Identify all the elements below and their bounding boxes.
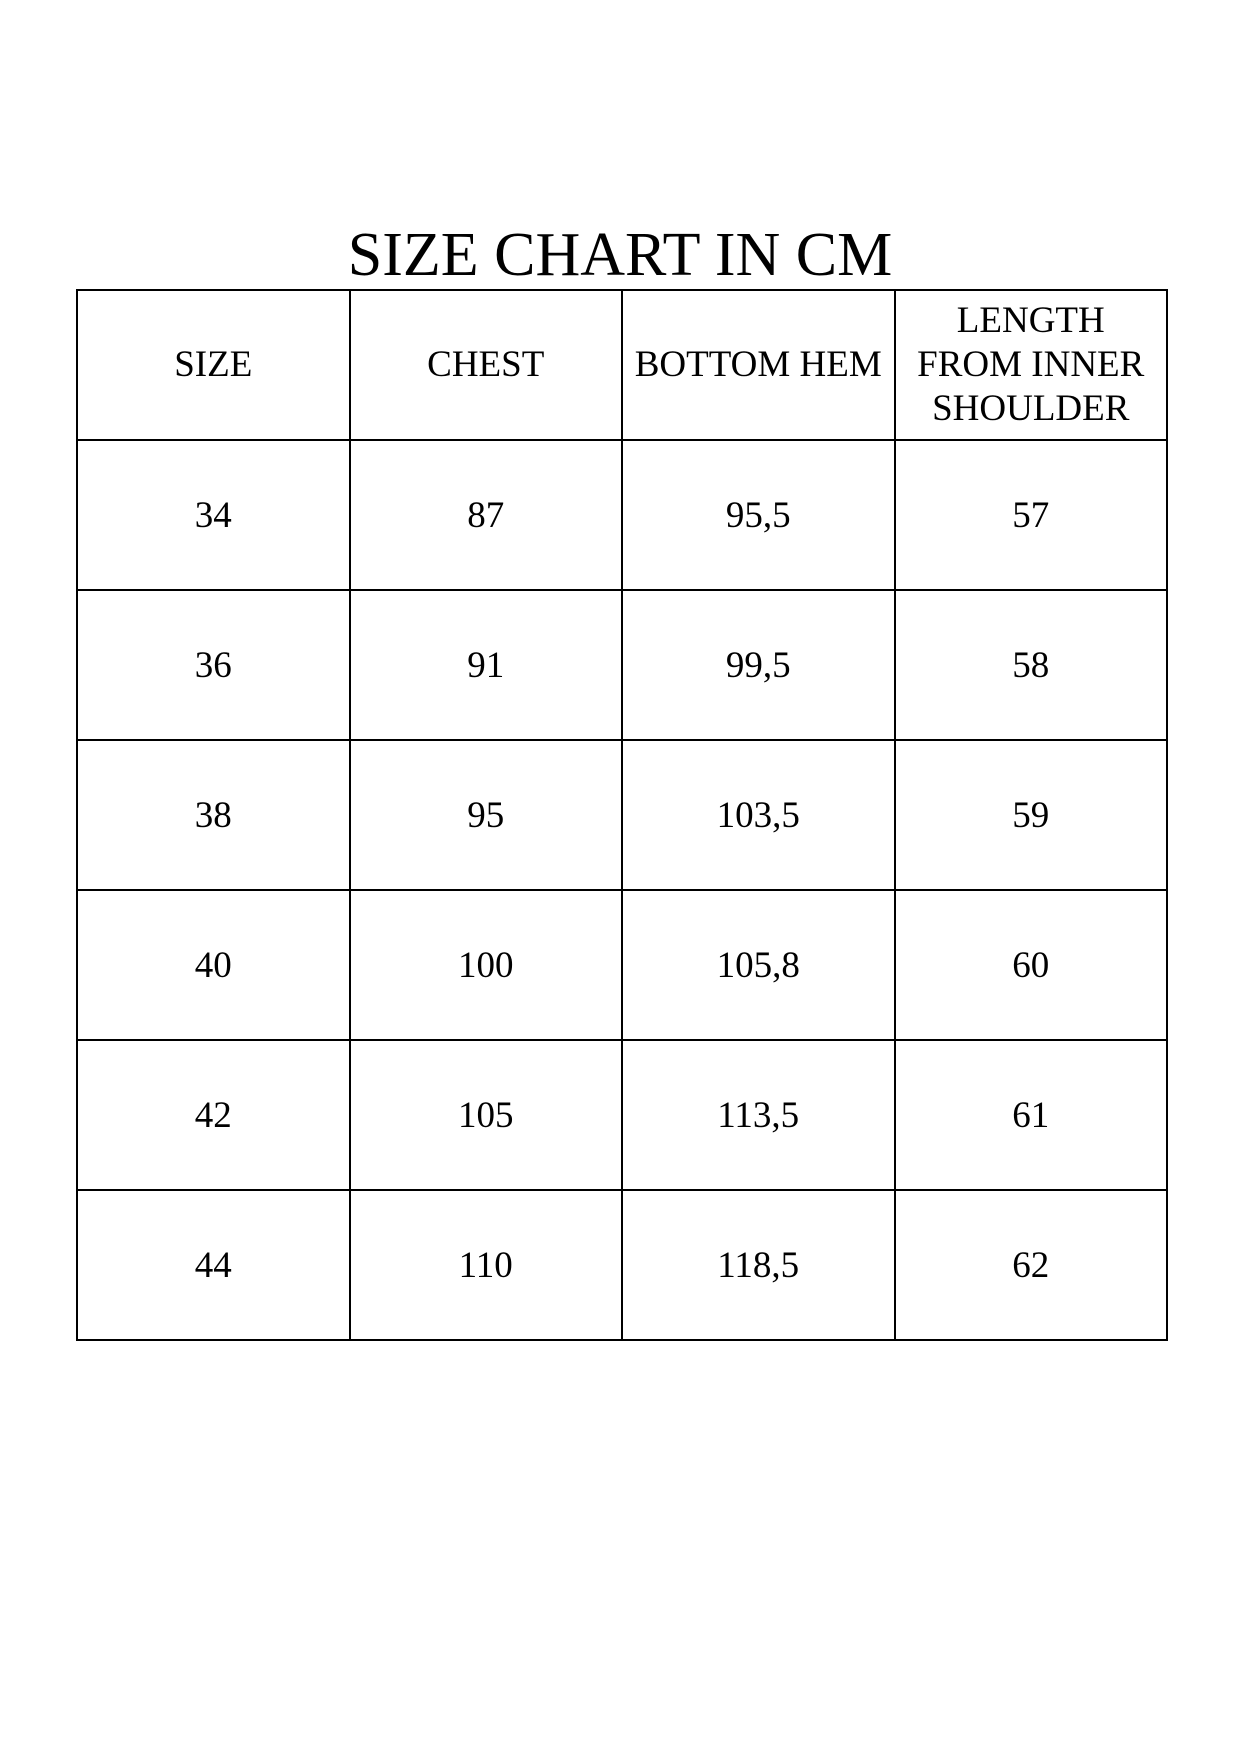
cell-length: 60 <box>895 890 1168 1040</box>
cell-chest: 95 <box>350 740 623 890</box>
header-bottom-hem: BOTTOM HEM <box>622 290 895 440</box>
header-chest: CHEST <box>350 290 623 440</box>
cell-chest: 91 <box>350 590 623 740</box>
cell-chest: 110 <box>350 1190 623 1340</box>
cell-size: 40 <box>77 890 350 1040</box>
table-row <box>77 890 1167 1040</box>
cell-length: 59 <box>895 740 1168 890</box>
table-row <box>77 1040 1167 1190</box>
page-title: SIZE CHART IN CM <box>347 221 893 289</box>
size-chart-table <box>76 289 1168 1341</box>
header-length: LENGTH FROM INNER SHOULDER <box>895 290 1168 440</box>
cell-chest: 105 <box>350 1040 623 1190</box>
cell-size: 36 <box>77 590 350 740</box>
table-header-row <box>77 290 1167 440</box>
cell-bottom-hem: 118,5 <box>622 1190 895 1340</box>
header-size: SIZE <box>77 290 350 440</box>
cell-size: 34 <box>77 440 350 590</box>
cell-bottom-hem: 103,5 <box>622 740 895 890</box>
cell-size: 44 <box>77 1190 350 1340</box>
cell-length: 57 <box>895 440 1168 590</box>
cell-bottom-hem: 95,5 <box>622 440 895 590</box>
cell-bottom-hem: 99,5 <box>622 590 895 740</box>
cell-bottom-hem: 113,5 <box>622 1040 895 1190</box>
cell-size: 42 <box>77 1040 350 1190</box>
cell-length: 61 <box>895 1040 1168 1190</box>
cell-chest: 87 <box>350 440 623 590</box>
table-row <box>77 1190 1167 1340</box>
table-row <box>77 740 1167 890</box>
table-row <box>77 440 1167 590</box>
table-row <box>77 590 1167 740</box>
cell-chest: 100 <box>350 890 623 1040</box>
cell-bottom-hem: 105,8 <box>622 890 895 1040</box>
cell-size: 38 <box>77 740 350 890</box>
cell-length: 58 <box>895 590 1168 740</box>
cell-length: 62 <box>895 1190 1168 1340</box>
